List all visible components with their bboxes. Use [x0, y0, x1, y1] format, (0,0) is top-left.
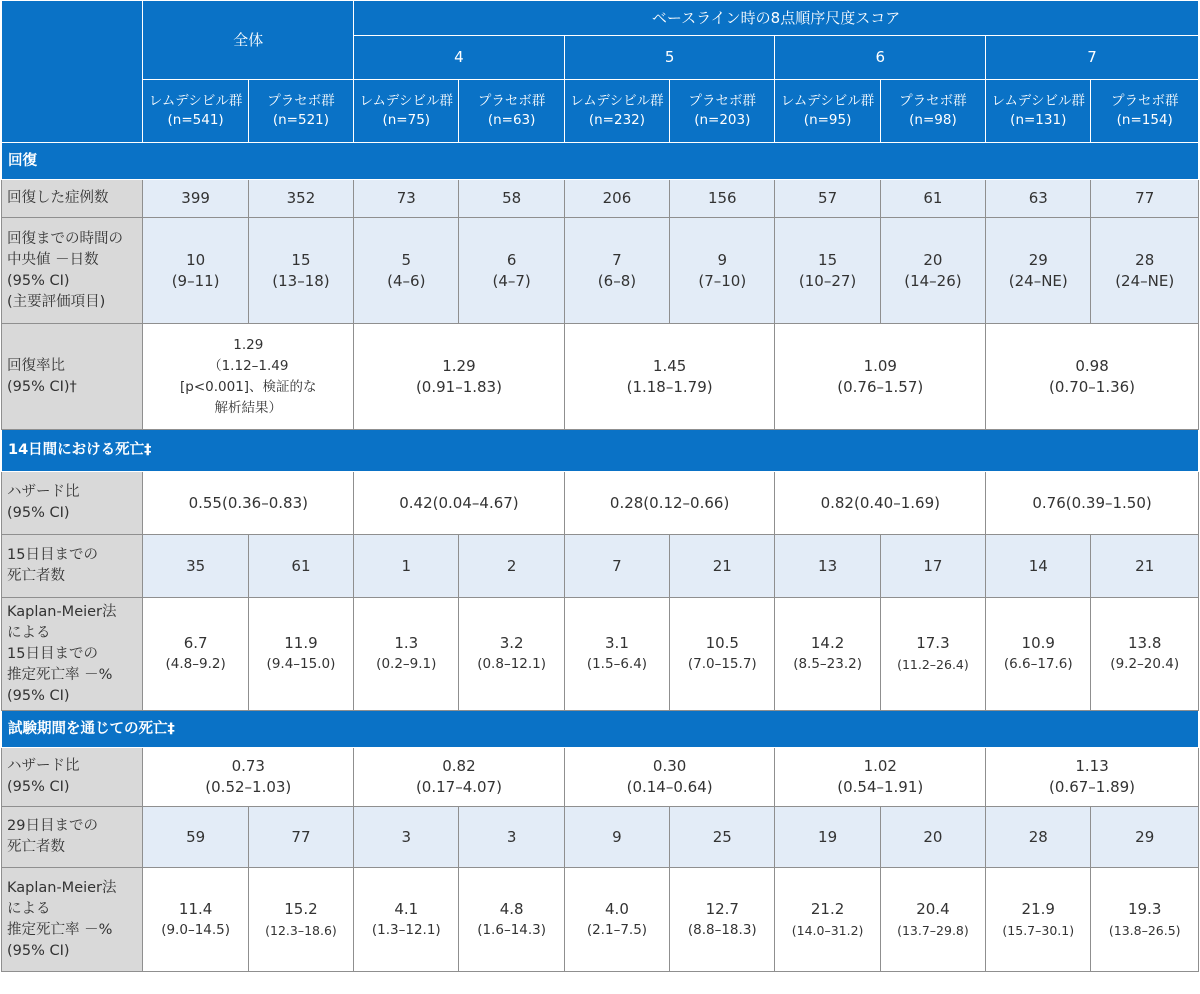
table-cell: 1.45 (1.18–1.79) [564, 324, 775, 430]
table-cell: 156 [670, 180, 775, 218]
table-cell: 15.2 (12.3–18.6) [248, 868, 353, 972]
row-label: Kaplan-Meier法 による 推定死亡率 －% (95% CI) [2, 868, 143, 972]
table-cell: 35 [143, 535, 248, 598]
table-cell: 58 [459, 180, 564, 218]
group-header: プラセボ群 (n=98) [880, 80, 985, 143]
row-recovery-rate-ratio [2, 324, 1199, 430]
table-cell: 3 [354, 807, 459, 868]
table-cell: 1.29 (0.91–1.83) [354, 324, 565, 430]
results-table [1, 0, 1199, 972]
table-cell: 77 [1091, 180, 1199, 218]
table-cell: 21 [1091, 535, 1199, 598]
table-cell: 20.4 (13.7–29.8) [880, 868, 985, 972]
table-cell: 28 [986, 807, 1091, 868]
table-cell: 21.9 (15.7–30.1) [986, 868, 1091, 972]
table-cell: 11.9 (9.4–15.0) [248, 598, 353, 711]
table-cell: 0.98 (0.70–1.36) [986, 324, 1199, 430]
table-cell: 29 (24–NE) [986, 218, 1091, 324]
table-cell: 352 [248, 180, 353, 218]
table-cell: 6.7 (4.8–9.2) [143, 598, 248, 711]
table-cell: 20 [880, 807, 985, 868]
row-label: 15日目までの 死亡者数 [2, 535, 143, 598]
table-cell: 9 (7–10) [670, 218, 775, 324]
table-cell: 15 (13–18) [248, 218, 353, 324]
header-score-6: 6 [775, 36, 986, 80]
table-cell: 0.42(0.04–4.67) [354, 472, 565, 535]
table-cell: 15 (10–27) [775, 218, 880, 324]
table-cell: 17 [880, 535, 985, 598]
section-title: 試験期間を通じての死亡‡ [2, 711, 1199, 748]
row-label: 29日目までの 死亡者数 [2, 807, 143, 868]
table-cell: 0.73 (0.52–1.03) [143, 748, 354, 807]
group-header: プラセボ群 (n=63) [459, 80, 564, 143]
table-cell: 13 [775, 535, 880, 598]
table-cell: 7 (6–8) [564, 218, 669, 324]
table-cell: 1.29 （1.12–1.49 [p<0.001]、検証的な 解析結果） [143, 324, 354, 430]
table-cell: 19.3 (13.8–26.5) [1091, 868, 1199, 972]
table-cell: 5 (4–6) [354, 218, 459, 324]
section-recovery [2, 143, 1199, 180]
table-cell: 57 [775, 180, 880, 218]
header-score-7: 7 [986, 36, 1199, 80]
table-cell: 0.76(0.39–1.50) [986, 472, 1199, 535]
table-cell: 1.02 (0.54–1.91) [775, 748, 986, 807]
group-header: レムデシビル群 (n=232) [564, 80, 669, 143]
table-cell: 4.8 (1.6–14.3) [459, 868, 564, 972]
table-cell: 0.82(0.40–1.69) [775, 472, 986, 535]
table-cell: 13.8 (9.2–20.4) [1091, 598, 1199, 711]
group-header: レムデシビル群 (n=131) [986, 80, 1091, 143]
table-cell: 73 [354, 180, 459, 218]
row-hazard-ratio-14 [2, 472, 1199, 535]
table-cell: 11.4 (9.0–14.5) [143, 868, 248, 972]
table-cell: 12.7 (8.8–18.3) [670, 868, 775, 972]
row-label: 回復率比 (95% CI)† [2, 324, 143, 430]
table-cell: 14.2 (8.5–23.2) [775, 598, 880, 711]
table-cell: 19 [775, 807, 880, 868]
table-cell: 0.82 (0.17–4.07) [354, 748, 565, 807]
table-cell: 28 (24–NE) [1091, 218, 1199, 324]
table-cell: 29 [1091, 807, 1199, 868]
header-score-4: 4 [354, 36, 565, 80]
table-cell: 3.1 (1.5–6.4) [564, 598, 669, 711]
row-median-recovery-time [2, 218, 1199, 324]
group-header: レムデシビル群 (n=541) [143, 80, 248, 143]
group-header: プラセボ群 (n=154) [1091, 80, 1199, 143]
header-overall: 全体 [143, 1, 354, 80]
table-cell: 3 [459, 807, 564, 868]
row-label: ハザード比 (95% CI) [2, 748, 143, 807]
table-cell: 0.28(0.12–0.66) [564, 472, 775, 535]
row-deaths-day15 [2, 535, 1199, 598]
table-cell: 10 (9–11) [143, 218, 248, 324]
row-km-mortality-overall [2, 868, 1199, 972]
table-cell: 61 [248, 535, 353, 598]
section-title: 14日間における死亡‡ [2, 430, 1199, 472]
table-cell: 59 [143, 807, 248, 868]
row-km-mortality-day15 [2, 598, 1199, 711]
table-cell: 6 (4–7) [459, 218, 564, 324]
row-deaths-day29 [2, 807, 1199, 868]
section-death-14days [2, 430, 1199, 472]
table-cell: 10.9 (6.6–17.6) [986, 598, 1091, 711]
table-cell: 1.09 (0.76–1.57) [775, 324, 986, 430]
group-header: レムデシビル群 (n=75) [354, 80, 459, 143]
table-cell: 399 [143, 180, 248, 218]
row-label: ハザード比 (95% CI) [2, 472, 143, 535]
table-cell: 1 [354, 535, 459, 598]
group-header-row [2, 80, 1199, 143]
row-label: 回復した症例数 [2, 180, 143, 218]
table-cell: 4.1 (1.3–12.1) [354, 868, 459, 972]
table-cell: 9 [564, 807, 669, 868]
group-header: プラセボ群 (n=521) [248, 80, 353, 143]
table-cell: 10.5 (7.0–15.7) [670, 598, 775, 711]
table-cell: 14 [986, 535, 1091, 598]
table-cell: 0.30 (0.14–0.64) [564, 748, 775, 807]
table-cell: 0.55(0.36–0.83) [143, 472, 354, 535]
table-cell: 61 [880, 180, 985, 218]
row-label: 回復までの時間の 中央値 －日数 (95% CI) (主要評価項目) [2, 218, 143, 324]
table-cell: 2 [459, 535, 564, 598]
group-header: レムデシビル群 (n=95) [775, 80, 880, 143]
row-label: Kaplan-Meier法 による 15日目までの 推定死亡率 －% (95% CI) [2, 598, 143, 711]
section-title: 回復 [2, 143, 1199, 180]
section-death-overall [2, 711, 1199, 748]
table-cell: 3.2 (0.8–12.1) [459, 598, 564, 711]
table-cell: 206 [564, 180, 669, 218]
table-cell: 77 [248, 807, 353, 868]
row-hazard-ratio-overall [2, 748, 1199, 807]
table-cell: 1.3 (0.2–9.1) [354, 598, 459, 711]
table-cell: 21.2 (14.0–31.2) [775, 868, 880, 972]
header-baseline-title: ベースライン時の8点順序尺度スコア [354, 1, 1199, 36]
table-cell: 7 [564, 535, 669, 598]
header-score-5: 5 [564, 36, 775, 80]
table-cell: 21 [670, 535, 775, 598]
table-cell: 20 (14–26) [880, 218, 985, 324]
table-cell: 4.0 (2.1–7.5) [564, 868, 669, 972]
row-recovered [2, 180, 1199, 218]
table-cell: 63 [986, 180, 1091, 218]
group-header: プラセボ群 (n=203) [670, 80, 775, 143]
table-cell: 25 [670, 807, 775, 868]
header-corner [2, 1, 143, 143]
table-cell: 1.13 (0.67–1.89) [986, 748, 1199, 807]
table-cell: 17.3 (11.2–26.4) [880, 598, 985, 711]
